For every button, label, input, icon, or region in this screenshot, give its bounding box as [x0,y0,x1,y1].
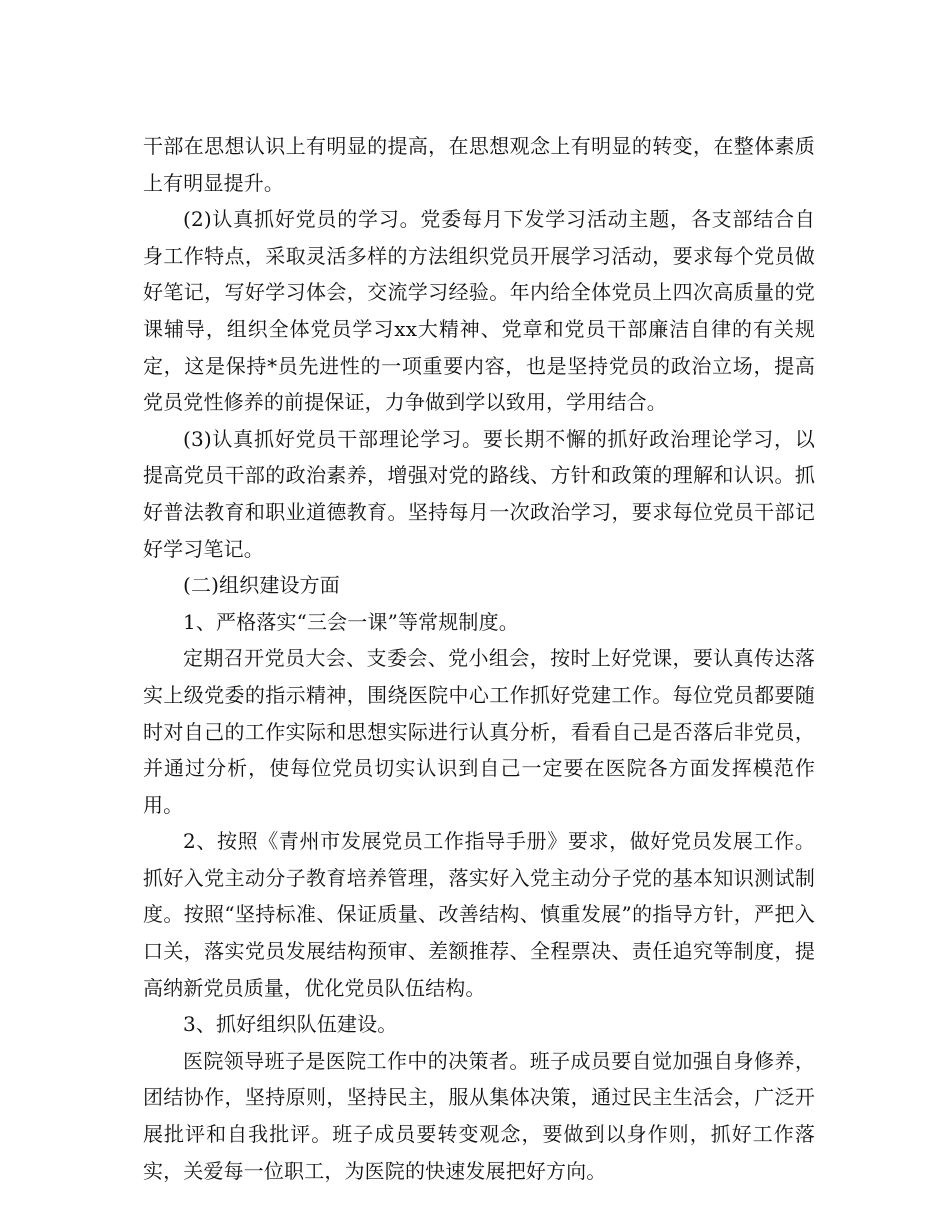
subheading-3: 3、抓好组织队伍建设。 [183,1012,398,1037]
paragraph-5: 2、按照《青州市发展党员工作指导手册》要求，做好党员发展工作。抓好入党主动分子教育培养管理，落实好入党主动分子党的基本知识测试制度。按照“坚持标准、保证质量、改善结构、慎重发展”的指导方针，严把入口关，落实党员发展结构预审、差额推荐、全程票决、责任追究等制度，提高纳新党员质量，优化党员队伍结构。 [143,829,815,1000]
paragraph-1: 干部在思想认识上有明显的提高，在思想观念上有明显的转变，在整体素质上有明显提升。 [143,134,815,195]
paragraph-2: (2)认真抓好党员的学习。党委每月下发学习活动主题，各支部结合自身工作特点，采取灵活多样的方法组织党员开展学习活动，要求每个党员做好笔记，写好学习体会，交流学习经验。年内给全体党员上四次高质量的党课辅导，组织全体党员学习xx大精神、党章和党员干部廉洁自律的有关规定，这是保持*员先进性的一项重要内容，也是坚持党员的政治立场，提高党员党性修养的前提保证，力争做到学以致用，学用结合。 [143,207,815,415]
paragraph-6: 医院领导班子是医院工作中的决策者。班子成员要自觉加强自身修养，团结协作，坚持原则，坚持民主，服从集体决策，通过民主生活会，广泛开展批评和自我批评。班子成员要转变观念，要做到以身作则，抓好工作落实，关爱每一位职工，为医院的快速发展把好方向。 [143,1048,815,1183]
subheading-1: 1、严格落实“三会一课”等常规制度。 [183,609,519,634]
document-body [143,128,815,1189]
paragraph-3: (3)认真抓好党员干部理论学习。要长期不懈的抓好政治理论学习，以提高党员干部的政治素养，增强对党的路线、方针和政策的理解和认识。抓好普法教育和职业道德教育。坚持每月一次政治学习，要求每位党员干部记好学习笔记。 [143,426,815,561]
paragraph-4: 定期召开党员大会、支委会、党小组会，按时上好党课，要认真传达落实上级党委的指示精神，围绕医院中心工作抓好党建工作。每位党员都要随时对自己的工作实际和思想实际进行认真分析，看看自己是否落后非党员，并通过分析，使每位党员切实认识到自己一定要在医院各方面发挥模范作用。 [143,646,815,817]
section-heading-organization: (二)组织建设方面 [183,573,340,598]
